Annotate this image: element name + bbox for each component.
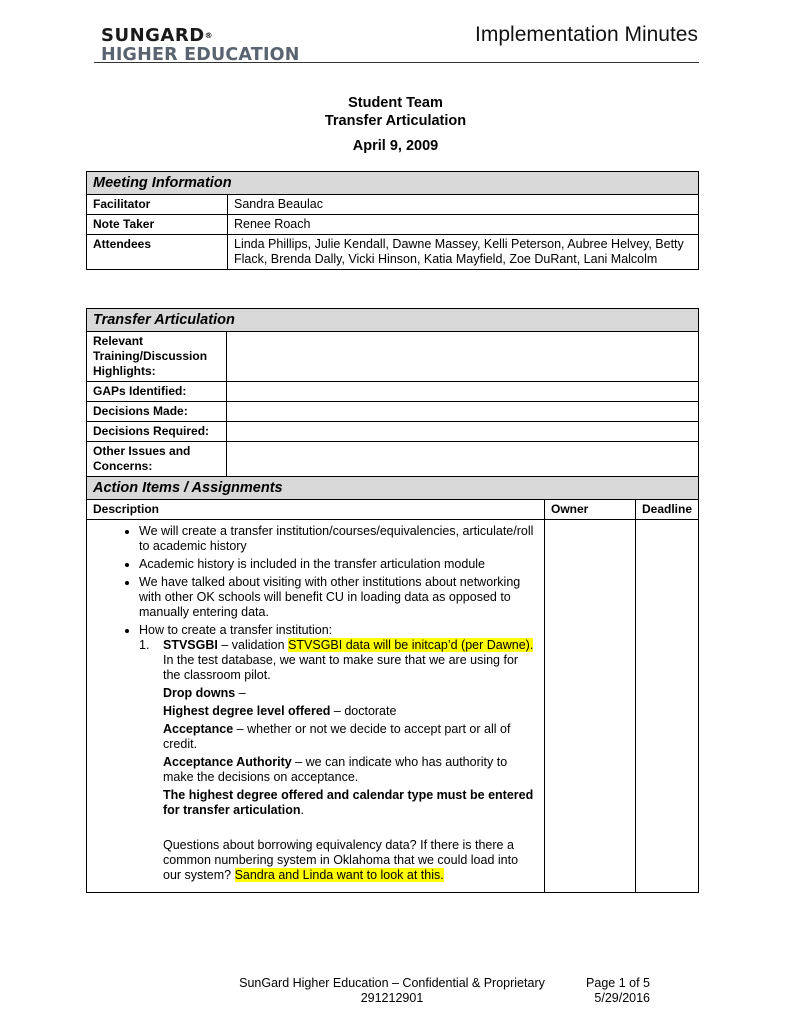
acceptance-rest: – whether or not we decide to accept part or all of credit. — [163, 722, 511, 751]
gaps-label: GAPs Identified: — [87, 382, 227, 402]
questions-text: Questions about borrowing equivalency data? If there is there a common numbering system in Oklahoma that we could load into our system? — [163, 838, 519, 882]
step-number: 1. — [139, 638, 150, 652]
list-item: • Academic history is included in the transfer articulation module — [139, 557, 538, 572]
table-row — [87, 422, 699, 442]
action-item-bullet-list — [87, 524, 538, 883]
action-item-owner — [544, 520, 635, 893]
header-divider — [94, 62, 699, 63]
gaps-value — [227, 382, 699, 402]
transfer-articulation-header: Transfer Articulation — [87, 309, 699, 332]
step-details — [139, 653, 538, 883]
decisions-made-value — [227, 402, 699, 422]
table-row — [87, 382, 699, 402]
questions-highlight: Sandra and Linda want to look at this. — [234, 868, 444, 882]
highest-degree-rest: – doctorate — [330, 704, 397, 718]
decisions-required-label: Decisions Required: — [87, 422, 227, 442]
required-fields-end: . — [300, 803, 305, 817]
action-items-column-headers — [87, 500, 699, 520]
acceptance-authority-note — [163, 755, 538, 785]
footer-company-name: SunGard Higher Education – Confidential & Proprietary — [239, 976, 545, 990]
acceptance-authority-label: Acceptance Authority — [163, 755, 292, 769]
numbered-step — [139, 638, 538, 883]
footer-page-number: Page 1 of 5 — [586, 976, 650, 990]
note-taker-value: Renee Roach — [228, 215, 699, 235]
decisions-required-value — [227, 422, 699, 442]
list-item — [139, 623, 538, 883]
dropdowns-rest: – — [235, 686, 246, 700]
table-row — [87, 215, 699, 235]
list-item-text: How to create a transfer institution: — [139, 623, 333, 637]
meeting-information-table — [86, 171, 699, 270]
list-item: • We have talked about visiting with other institutions about networking with other OK schools will benefit CU in loading data as opposed to manually entering data. — [139, 575, 538, 620]
action-items-header: Action Items / Assignments — [87, 477, 699, 500]
table-row — [87, 332, 699, 382]
acceptance-authority-rest: – we can indicate who has authority to make the decisions on acceptance. — [163, 755, 508, 784]
attendees-value: Linda Phillips, Julie Kendall, Dawne Massey, Kelli Peterson, Aubree Helvey, Betty Flack, Brenda Dally, Vicki Hinson, Katia Mayfield, Zoe DuRant, Lani Malcolm — [228, 235, 699, 270]
test-database-note: In the test database, we want to make sure that we are using for the classroom pilot. — [163, 653, 519, 682]
highest-degree-note — [163, 704, 538, 719]
dropdowns-note — [163, 686, 538, 701]
deadline-column-header: Deadline — [635, 500, 698, 520]
meeting-information-header: Meeting Information — [87, 172, 699, 195]
acceptance-label: Acceptance — [163, 722, 234, 736]
footer-company — [232, 976, 552, 1006]
description-column-header: Description — [87, 500, 545, 520]
step-code: STVSGBI — [163, 638, 218, 652]
other-issues-label: Other Issues and Concerns: — [87, 442, 227, 477]
document-title: Implementation Minutes — [475, 23, 698, 46]
table-row — [87, 402, 699, 422]
questions-note — [163, 838, 538, 883]
meeting-titles — [0, 94, 791, 130]
step-text — [163, 638, 533, 653]
highlights-label: Relevant Training/Discussion Highlights: — [87, 332, 227, 382]
footer-doc-id: 291212901 — [360, 991, 424, 1005]
note-taker-label: Note Taker — [87, 215, 228, 235]
action-item-description — [87, 520, 545, 893]
highlights-value — [227, 332, 699, 382]
table-row — [87, 442, 699, 477]
facilitator-label: Facilitator — [87, 195, 228, 215]
team-title: Student Team — [348, 95, 443, 111]
highlighted-note: STVSGBI data will be initcap’d (per Dawne). — [288, 638, 534, 652]
logo-registered-mark: ® — [204, 31, 214, 40]
step-dash: – validation — [217, 638, 289, 652]
meeting-date: April 9, 2009 — [352, 138, 439, 154]
dropdowns-label: Drop downs — [163, 686, 236, 700]
table-row — [87, 195, 699, 215]
logo-line1: SUNGARD — [101, 25, 205, 46]
footer-date: 5/29/2016 — [594, 991, 650, 1005]
topic-title: Transfer Articulation — [324, 113, 467, 129]
other-issues-value — [227, 442, 699, 477]
facilitator-value: Sandra Beaulac — [228, 195, 699, 215]
owner-column-header: Owner — [544, 500, 635, 520]
transfer-articulation-table — [86, 308, 699, 893]
decisions-made-label: Decisions Made: — [87, 402, 227, 422]
footer-page-info — [580, 976, 650, 1006]
sungard-logo — [101, 27, 300, 65]
action-item-row — [87, 520, 699, 893]
list-item: • We will create a transfer institution/courses/equivalencies, articulate/roll to academic history — [139, 524, 538, 554]
table-row — [87, 235, 699, 270]
required-fields-note — [163, 788, 538, 818]
action-item-deadline — [635, 520, 698, 893]
required-fields-bold: The highest degree offered and calendar type must be entered for transfer articulation — [163, 788, 534, 817]
highest-degree-label: Highest degree level offered — [163, 704, 331, 718]
acceptance-note — [163, 722, 538, 752]
attendees-label: Attendees — [87, 235, 228, 270]
logo-line2: HIGHER EDUCATION — [101, 45, 300, 65]
